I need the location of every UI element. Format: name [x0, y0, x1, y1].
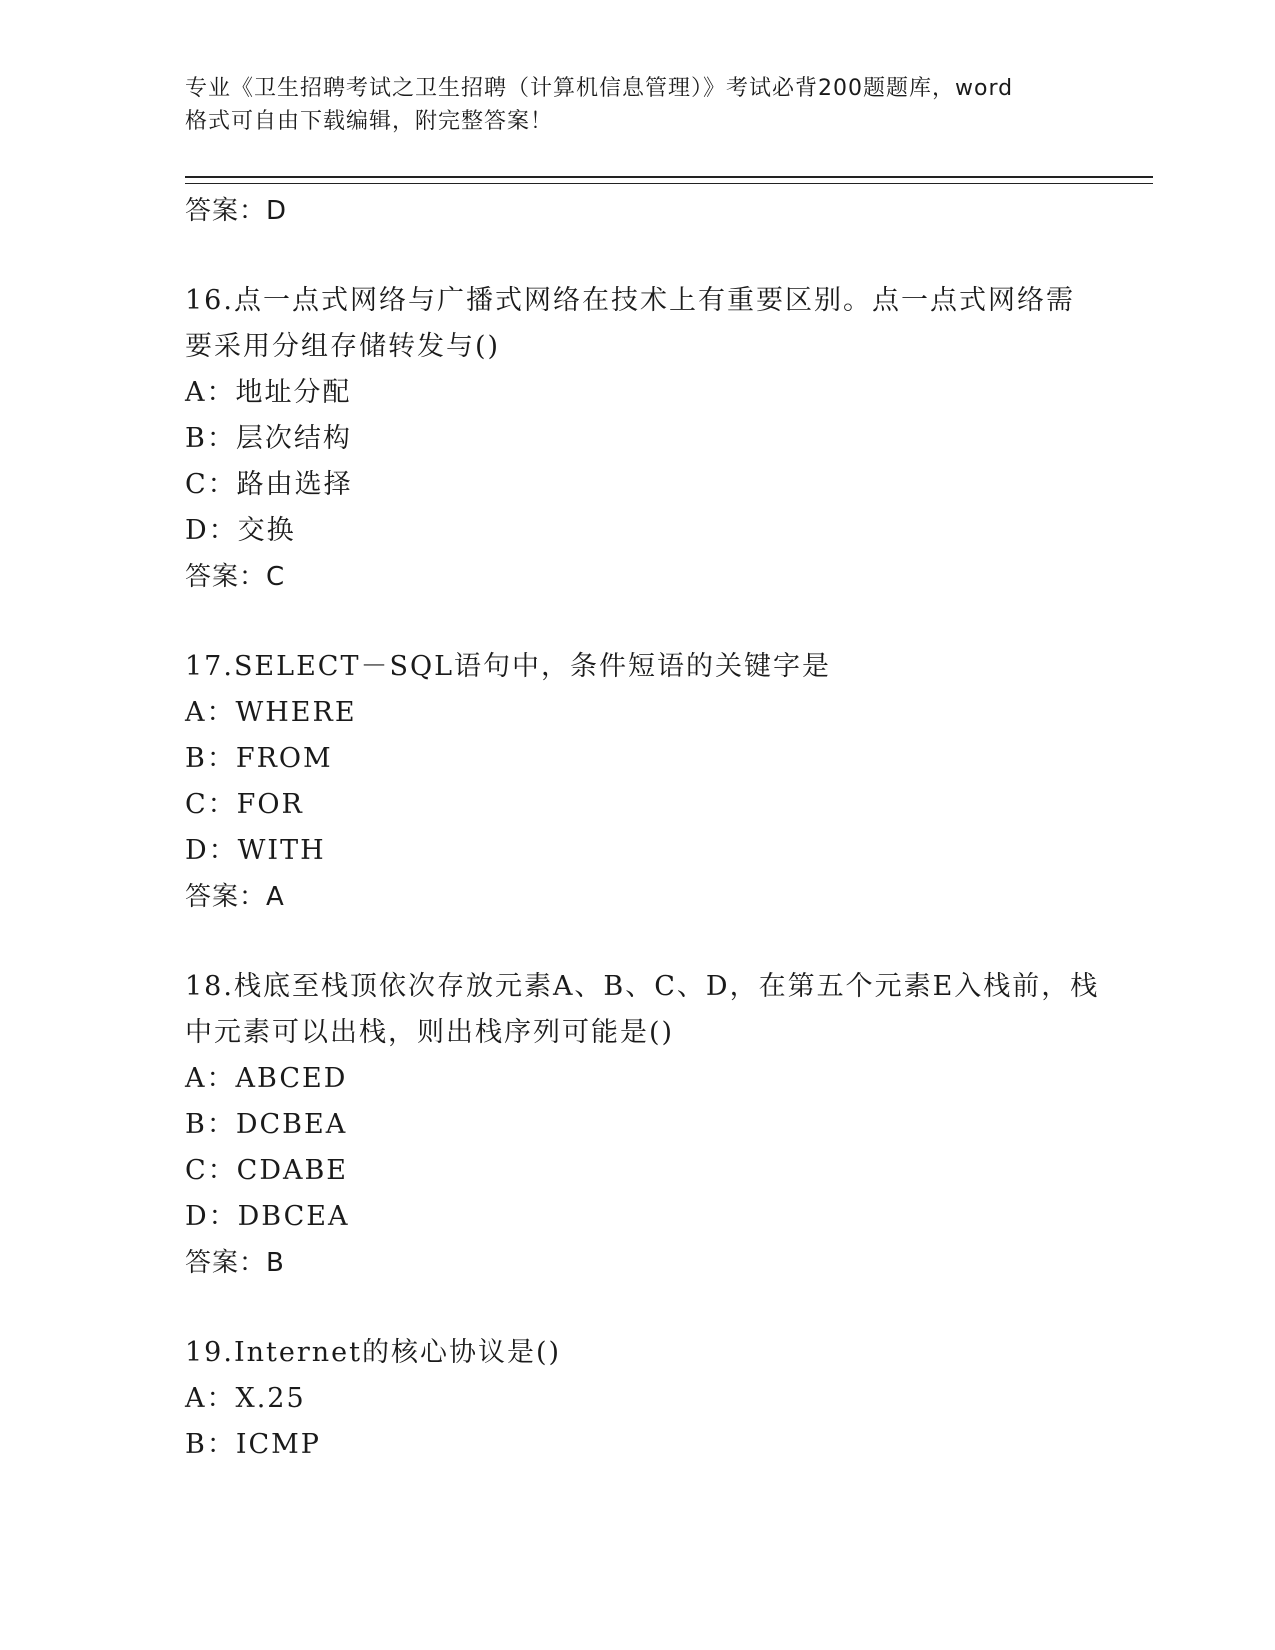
question-19-stem-line-1: 19.Internet的核心协议是(): [185, 1337, 562, 1368]
question-16-option-a: A：地址分配: [185, 377, 352, 408]
question-17-option-a: A：WHERE: [185, 697, 357, 728]
spacer: [185, 1286, 1153, 1330]
question-18-option-d: D：DBCEA: [185, 1201, 350, 1232]
answer-q15: 答案：D: [185, 196, 288, 226]
header-line-2: 格式可自由下载编辑，附完整答案！: [185, 109, 554, 134]
spacer: [185, 920, 1153, 964]
question-16-option-d: D：交换: [185, 515, 296, 546]
question-16: [185, 278, 1153, 600]
question-16-answer: 答案：C: [185, 562, 286, 592]
spacer: [185, 600, 1153, 644]
question-17-option-b: B：FROM: [185, 743, 333, 774]
question-18-option-b: B：DCBEA: [185, 1109, 348, 1140]
spacer: [185, 234, 1153, 278]
question-17-option-c: C：FOR: [185, 789, 304, 820]
question-19-option-a: A：X.25: [185, 1383, 306, 1414]
question-16-stem-line-1: 16.点一点式网络与广播式网络在技术上有重要区别。点一点式网络需: [185, 285, 1075, 316]
question-list: [185, 188, 1153, 1468]
header-divider: [185, 176, 1153, 184]
question-18-stem-line-2: 中元素可以出栈，则出栈序列可能是(): [185, 1017, 675, 1048]
question-18: [185, 964, 1153, 1286]
question-16-option-b: B：层次结构: [185, 423, 352, 454]
question-16-stem-line-2: 要采用分组存储转发与(): [185, 331, 501, 362]
question-19-option-b: B：ICMP: [185, 1429, 321, 1460]
question-17-option-d: D：WITH: [185, 835, 326, 866]
question-16-option-c: C：路由选择: [185, 469, 353, 500]
question-17-answer: 答案：A: [185, 882, 285, 912]
question-17-stem-line-1: 17.SELECT－SQL语句中，条件短语的关键字是: [185, 651, 832, 682]
question-18-stem-line-1: 18.栈底至栈顶依次存放元素A、B、C、D，在第五个元素E入栈前，栈: [185, 971, 1100, 1002]
header-line-1: 专业《卫生招聘考试之卫生招聘（计算机信息管理）》考试必背200题题库，word: [185, 76, 1014, 101]
question-19: [185, 1330, 1153, 1468]
question-18-answer: 答案：B: [185, 1248, 285, 1278]
question-17: [185, 644, 1153, 920]
question-18-option-a: A：ABCED: [185, 1063, 348, 1094]
question-18-option-c: C：CDABE: [185, 1155, 349, 1186]
document-header: [185, 72, 1085, 138]
